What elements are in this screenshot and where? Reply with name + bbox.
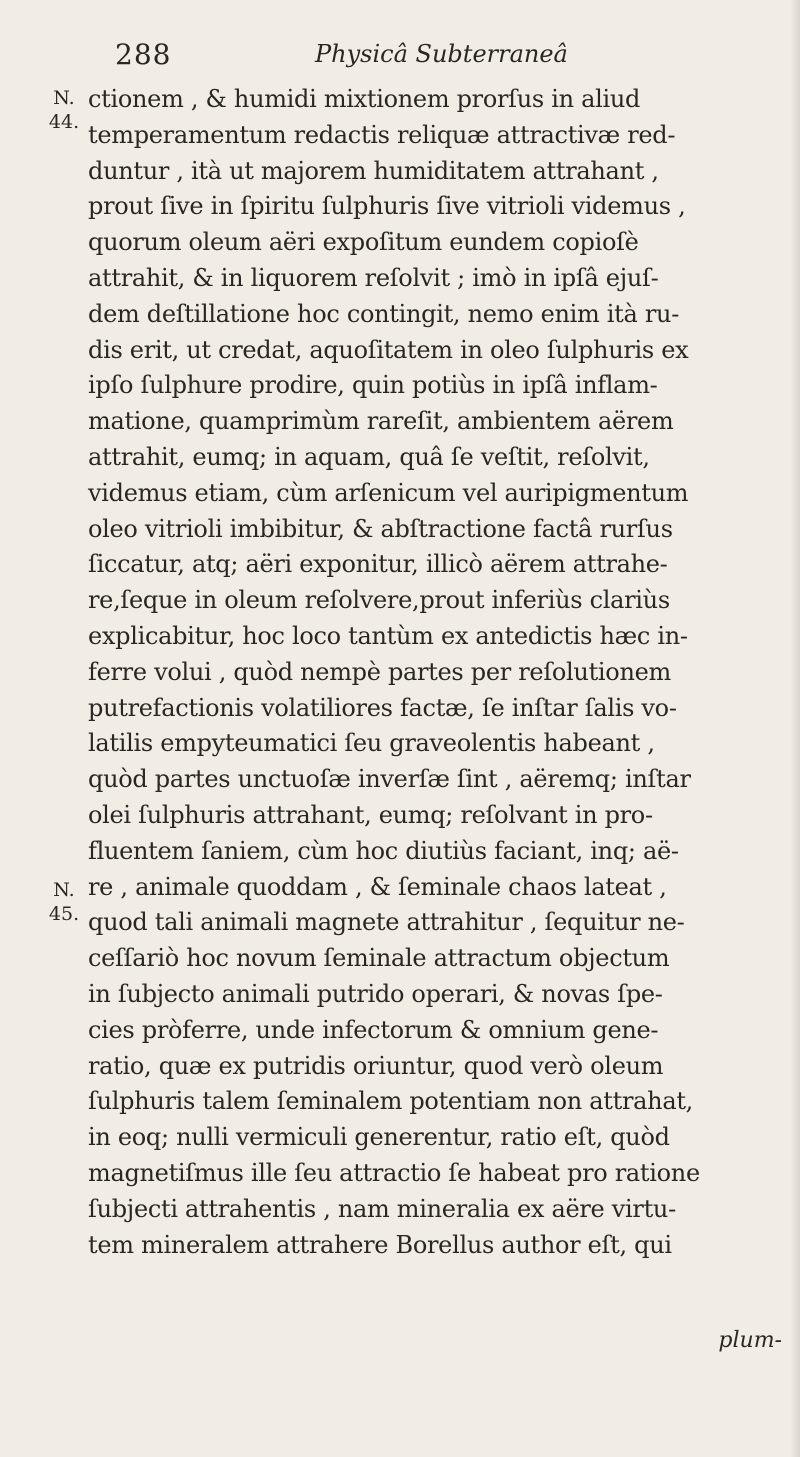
text-line: oleo vitrioli imbibitur, & abſtractione factâ rurſus bbox=[88, 514, 673, 543]
text-line: in eoq; nulli vermiculi generentur, ratio eſt, quòd bbox=[88, 1123, 670, 1152]
margin-note bbox=[42, 86, 86, 134]
text-line: ratio, quæ ex putridis oriuntur, quod verò oleum bbox=[88, 1051, 664, 1080]
margin-note-line: 45. bbox=[48, 903, 80, 925]
margin-note-line: N. bbox=[53, 87, 75, 109]
text-line: olei ſulphuris attrahant, eumq; reſolvant in pro- bbox=[88, 800, 653, 829]
text-line: cies pròferre, unde infectorum & omnium gene- bbox=[88, 1015, 659, 1044]
text-line: quorum oleum aëri expoſitum eundem copioſè bbox=[88, 228, 639, 257]
text-line: re , animale quoddam , & ſeminale chaos lateat , bbox=[88, 872, 667, 901]
margin-note-line: N. bbox=[53, 879, 75, 901]
text-line: tem mineralem attrahere Borellus author eſt, qui bbox=[88, 1230, 672, 1259]
margin-note-line: 44. bbox=[48, 111, 80, 133]
catchword: plum- bbox=[718, 1328, 782, 1353]
text-line: matione, quamprimùm rareſit, ambientem aërem bbox=[88, 407, 674, 436]
margin-note bbox=[42, 878, 86, 926]
text-line: attrahit, & in liquorem reſolvit ; imò in ipſâ ejuſ- bbox=[88, 263, 659, 292]
text-line: quòd partes unctuoſæ inverſæ ſint , aëremq; inſtar bbox=[88, 765, 691, 794]
text-line: putrefactionis volatiliores factæ, ſe inſtar ſalis vo- bbox=[88, 693, 677, 722]
running-title: Physicâ Subterraneâ bbox=[315, 40, 568, 68]
text-line: re,ſeque in oleum reſolvere,prout inferiùs clariùs bbox=[88, 586, 670, 615]
text-line: dem deſtillatione hoc contingit, nemo enim ità ru- bbox=[88, 299, 680, 328]
text-line: duntur , ità ut majorem humiditatem attrahant , bbox=[88, 156, 659, 185]
text-line: ceſſariò hoc novum ſeminale attractum objectum bbox=[88, 944, 670, 973]
text-line: latilis empyteumatici ſeu graveolentis habeant , bbox=[88, 729, 655, 758]
text-line: ferre volui , quòd nempè partes per reſolutionem bbox=[88, 657, 671, 686]
text-line: videmus etiam, cùm arſenicum vel auripigmentum bbox=[88, 478, 689, 507]
text-line: ſubjecti attrahentis , nam mineralia ex aëre virtu- bbox=[88, 1194, 676, 1223]
text-line: magnetiſmus ille ſeu attractio ſe habeat pro ratione bbox=[88, 1158, 700, 1187]
text-line: ſiccatur, atq; aëri exponitur, illicò aërem attrahe- bbox=[88, 550, 668, 579]
text-line: dis erit, ut credat, aquoſitatem in oleo ſulphuris ex bbox=[88, 335, 689, 364]
text-line: ipſo ſulphure prodire, quin potiùs in ipſâ inflam- bbox=[88, 371, 658, 400]
text-line: temperamentum redactis reliquæ attractivæ red- bbox=[88, 120, 676, 149]
text-line: ctionem , & humidi mixtionem prorſus in aliud bbox=[88, 85, 641, 113]
text-line: in ſubjecto animali putrido operari, & novas ſpe- bbox=[88, 979, 663, 1008]
body-text bbox=[88, 82, 788, 1263]
text-line: fluentem ſaniem, cùm hoc diutiùs faciant, inq; aë- bbox=[88, 836, 679, 865]
text-line: prout ſive in ſpiritu ſulphuris ſive vitrioli videmus , bbox=[88, 192, 686, 221]
page-edge-shadow bbox=[790, 0, 800, 1457]
text-line: attrahit, eumq; in aquam, quâ ſe veſtit, reſolvit, bbox=[88, 442, 650, 471]
text-line: ſulphuris talem ſeminalem potentiam non attrahat, bbox=[88, 1087, 693, 1116]
text-line: quod tali animali magnete attrahitur , ſequitur ne- bbox=[88, 908, 685, 937]
text-line: explicabitur, hoc loco tantùm ex antedictis hæc in- bbox=[88, 621, 688, 650]
page-header bbox=[115, 36, 775, 76]
page-number: 288 bbox=[115, 38, 172, 71]
